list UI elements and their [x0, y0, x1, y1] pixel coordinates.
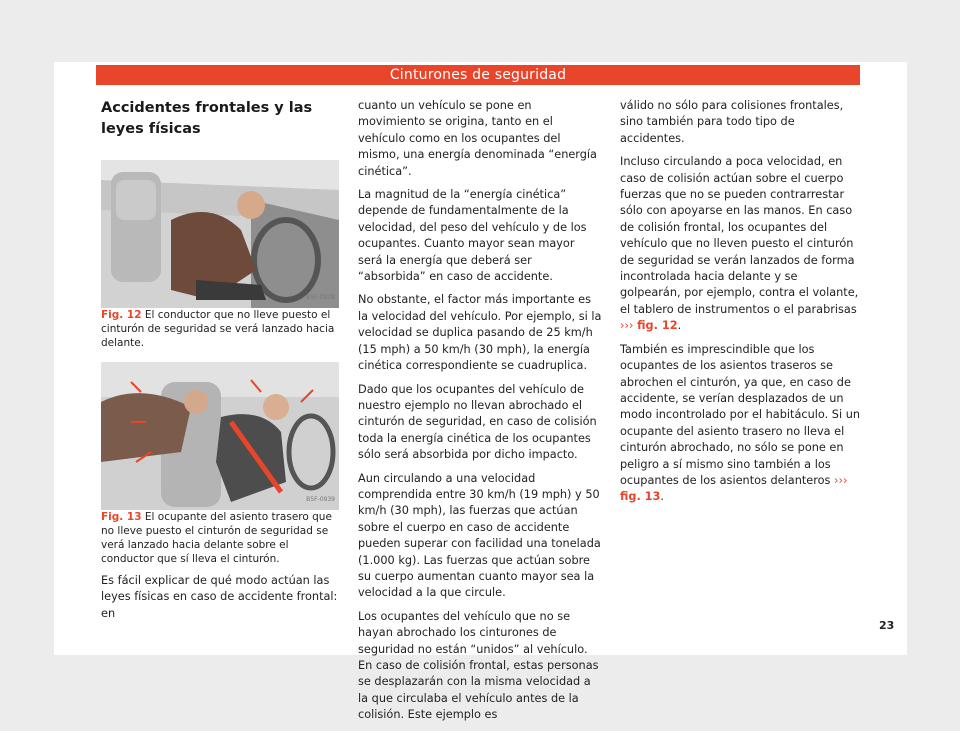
- paragraph: Dado que los ocupantes del vehículo de nuestro ejemplo no llevan abrochado el cinturón de seguridad, en caso de colisión toda la energía cinética de los ocupantes sólo será absorbida por dicho impacto.: [358, 382, 597, 462]
- paragraph: Aun circulando a una velocidad comprendida entre 30 km/h (19 mph) y 50 km/h (30 mph), las fuerzas que actúan sobre el cuerpo en caso de accidente pueden superar con facilidad una tonelada (1.000 kg). Las fuerzas que actúan sobre su cuerpo aumentan cuanto mayor sea la velocidad a la que circule.: [358, 471, 601, 600]
- paragraph: La magnitud de la “energía cinética” depende de fundamentalmente de la velocidad, del peso del vehículo y de los ocupantes. Cuanto mayor sean mayor será la energía que deberá ser “absorbida” en caso de accidente.: [358, 188, 587, 284]
- figure-label: Fig. 13: [101, 511, 142, 523]
- figure-label: Fig. 12: [101, 309, 142, 321]
- cross-reference-arrow: ›››: [834, 473, 848, 487]
- paragraph-text: También es imprescindible que los ocupantes de los asientos traseros se abrochen el cinturón, ya que, en caso de accidente, se verían desplazados de un modo incontrolado por el habitáculo. Si un ocupante del asiento trasero no lleva el cinturón abrochado, no sólo se pone en peligro a sí mismo sino también a los ocupantes de los asientos delanteros: [620, 342, 861, 487]
- rear-passenger-crash-illustration: [101, 362, 339, 510]
- punctuation: .: [677, 319, 682, 333]
- figure-13-illustration: [101, 362, 339, 510]
- section-title: Accidentes frontales y las leyes físicas: [101, 100, 313, 137]
- paragraph: Los ocupantes del vehículo que no se hayan abrochado los cinturones de seguridad no están “unidos” al vehículo. En caso de colisión frontal, estas personas se desplazarán con la misma velocidad a la que circulaba el vehículo antes de la colisión. Este ejemplo es: [358, 609, 599, 722]
- column-right: [620, 98, 860, 513]
- paragraph: [620, 342, 860, 506]
- punctuation: .: [660, 490, 664, 504]
- chapter-title: Cinturones de seguridad: [389, 67, 567, 83]
- paragraph: cuanto un vehículo se pone en movimiento se origina, tanto en el vehículo como en los ocupantes del mismo, una energía denominada “energía cinética”.: [358, 99, 597, 178]
- figure-12-link[interactable]: fig. 12: [637, 319, 678, 333]
- figure-caption-text: El ocupante del asiento trasero que no lleve puesto el cinturón de seguridad se verá lanzado hacia delante sobre el conductor que sí lleva el cinturón.: [101, 511, 332, 565]
- driver-crash-illustration: [101, 160, 339, 308]
- figure-12-caption: [101, 308, 339, 350]
- intro-paragraph: Es fácil explicar de qué modo actúan las leyes físicas en caso de accidente frontal: en: [101, 574, 338, 620]
- column-left: [101, 98, 339, 629]
- figure-caption-text: El conductor que no lleve puesto el cinturón de seguridad se verá lanzado hacia delante.: [101, 309, 335, 349]
- paragraph: No obstante, el factor más importante es la velocidad del vehículo. Por ejemplo, si la velocidad se duplica pasando de 25 km/h (15 mph) a 50 km/h (30 mph), la energía cinética correspondiente se cuadruplica.: [358, 293, 602, 373]
- figure-12-illustration: [101, 160, 339, 308]
- figure-13-link[interactable]: fig. 13: [620, 490, 661, 504]
- figure-13-caption: [101, 510, 339, 566]
- figure-code: B5F-0938: [306, 293, 335, 301]
- chapter-header: [96, 65, 860, 85]
- column-middle: [358, 98, 602, 731]
- paragraph: válido no sólo para colisiones frontales, sino también para todo tipo de accidentes.: [620, 99, 844, 145]
- paragraph: [620, 154, 860, 334]
- cross-reference-arrow: ›››: [620, 319, 634, 333]
- paragraph-text: Incluso circulando a poca velocidad, en caso de colisión actúan sobre el cuerpo fuerzas que no se pueden contrarrestar sólo con apoyarse en las manos. En caso de colisión frontal, los ocupantes del vehículo que no lleven puesto el cinturón de seguridad se verán lanzados de forma incontrolada hacia delante y se golpearán, por ejemplo, contra el volante, el tablero de instrumentos o el parabrisas: [620, 155, 859, 316]
- page-number: 23: [879, 619, 895, 632]
- figure-code: B5F-0939: [306, 495, 335, 503]
